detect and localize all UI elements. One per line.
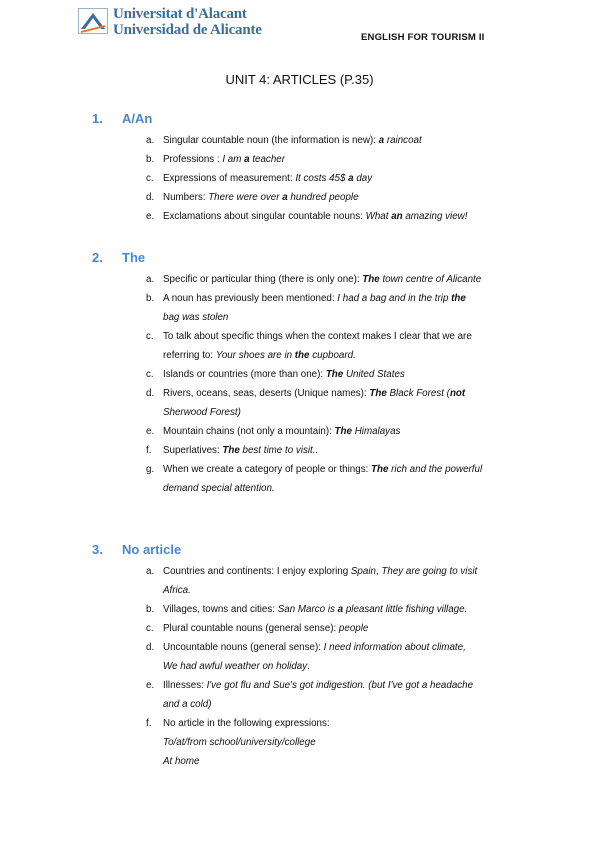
page-title: UNIT 4: ARTICLES (P.35) [225, 72, 374, 87]
university-logo-icon [78, 8, 108, 34]
rule-text: At home [163, 756, 200, 767]
rule-text: Plural countable nouns (general sense): [163, 623, 339, 634]
rule-text: To talk about specific things when the context makes I clear that we are [163, 331, 472, 342]
rule-text: Numbers: [163, 192, 209, 203]
rule-text: Spain [350, 566, 376, 577]
rule-line [163, 756, 200, 768]
rule-letter: b. [146, 154, 155, 165]
rule-text: The [371, 464, 389, 475]
rule-text: The [334, 426, 352, 437]
rule-line [163, 426, 400, 438]
rule-text: The [362, 274, 380, 285]
rule-text: Villages, towns and cities: [163, 604, 278, 615]
rule-text: a [337, 604, 344, 615]
rule-text: demand special attention. [163, 483, 275, 494]
rule-line [163, 154, 285, 166]
rule-line [163, 718, 330, 730]
course-title: ENGLISH FOR TOURISM II [361, 32, 485, 43]
rule-letter: d. [146, 192, 155, 203]
rule-text: United States [343, 369, 405, 380]
rule-letter: c. [146, 331, 154, 342]
rule-line [163, 623, 368, 635]
rule-letter: e. [146, 680, 155, 691]
rule-line [163, 312, 228, 324]
rule-text: The [369, 388, 387, 399]
rule-letter: c. [146, 623, 154, 634]
rule-letter: a. [146, 274, 155, 285]
rule-text: hundred people [287, 192, 359, 203]
rule-text: day [353, 173, 373, 184]
rule-line [163, 566, 477, 578]
rule-line [163, 274, 481, 286]
rule-text: When we create a category of people or things: [163, 464, 372, 475]
rule-text: . [307, 661, 310, 672]
rule-text: the [294, 350, 310, 361]
rule-text: cupboard. [309, 350, 356, 361]
rule-letter: f. [146, 445, 152, 456]
rule-text: Sherwood Forest) [163, 407, 241, 418]
rule-text: teacher [249, 154, 285, 165]
rule-text: town centre of Alicante [379, 274, 482, 285]
rule-line [163, 350, 356, 362]
rule-text: a [378, 135, 385, 146]
university-name-line: Universidad de Alicante [113, 22, 262, 38]
rule-text: best time to visit.. [239, 445, 319, 456]
rule-text: Countries and continents: I enjoy exploring [163, 566, 351, 577]
rule-line [163, 464, 482, 476]
rule-text: The [222, 445, 240, 456]
rule-letter: c. [146, 369, 154, 380]
rule-line [163, 211, 467, 223]
rule-line [163, 661, 310, 673]
rule-text: not [449, 388, 466, 399]
rule-text: Superlatives: [163, 445, 223, 456]
rule-line [163, 173, 372, 185]
rule-text: To/at/from school/university/college [163, 737, 316, 748]
rule-text: referring to: [163, 350, 216, 361]
rule-line [163, 407, 241, 419]
rule-text: I am [222, 154, 245, 165]
rule-line [163, 585, 191, 597]
section-number: 1. [92, 111, 103, 126]
rule-text: Mountain chains (not only a mountain): [163, 426, 335, 437]
rule-line [163, 483, 275, 495]
rule-text: I've got flu and Sue's got indigestion. (but I've got a headache [206, 680, 474, 691]
rule-letter: g. [146, 464, 155, 475]
rule-line [163, 445, 318, 457]
rule-text: an [391, 211, 403, 222]
rule-letter: d. [146, 388, 155, 399]
rule-text: I had a bag and in the trip [337, 293, 452, 304]
rule-text: rich and the powerful [388, 464, 483, 475]
rule-text: Illnesses: [163, 680, 207, 691]
rule-letter: b. [146, 604, 155, 615]
rule-text: Himalayas [351, 426, 401, 437]
rule-letter: d. [146, 642, 155, 653]
rule-letter: a. [146, 566, 155, 577]
section-title: A/An [122, 111, 153, 126]
rule-text: Islands or countries (more than one): [163, 369, 326, 380]
rule-text: The [325, 369, 344, 380]
section-number: 3. [92, 542, 103, 557]
rule-line [163, 680, 473, 692]
rule-text: Uncountable nouns (general sense): [163, 642, 324, 653]
rule-line [163, 331, 472, 343]
rule-text: San Marco is [277, 604, 338, 615]
rule-line [163, 369, 405, 381]
rule-text: Specific or particular thing (there is only one): [163, 274, 363, 285]
rule-letter: e. [146, 426, 155, 437]
rule-text: , [375, 566, 382, 577]
rule-line [163, 135, 422, 147]
rule-letter: c. [146, 173, 154, 184]
rule-line [163, 737, 316, 749]
rule-text: raincoat [384, 135, 422, 146]
rule-text: Exclamations about singular countable nouns: [163, 211, 366, 222]
rule-text: Professions : [163, 154, 223, 165]
rule-letter: b. [146, 293, 155, 304]
rule-letter: a. [146, 135, 155, 146]
rule-text: Your shoes are in [215, 350, 295, 361]
rule-letter: f. [146, 718, 152, 729]
rule-text: What [365, 211, 392, 222]
rule-text: It costs 45$ [295, 173, 349, 184]
rule-text: There were over [208, 192, 283, 203]
rule-text: Rivers, oceans, seas, deserts (Unique names): [163, 388, 370, 399]
rule-text: a [282, 192, 288, 203]
rule-text: a [244, 154, 250, 165]
section-number: 2. [92, 250, 103, 265]
rule-line [163, 192, 359, 204]
rule-text: bag was stolen [163, 312, 229, 323]
rule-line [163, 604, 467, 616]
rule-line [163, 388, 465, 400]
rule-text: Expressions of measurement: [163, 173, 296, 184]
rule-text: No article in the following expressions: [163, 718, 330, 729]
rule-text: We had awful weather on holiday [163, 661, 308, 672]
rule-text: I need information about climate, [323, 642, 466, 653]
rule-text: Singular countable noun (the information is new): [163, 135, 379, 146]
rule-text: the [451, 293, 466, 304]
rule-text: people [338, 623, 369, 634]
section-title: The [122, 250, 146, 265]
rule-text: a [348, 173, 354, 184]
university-name-line: Universitat d'Alacant [113, 6, 247, 22]
university-name [113, 6, 262, 38]
section-title: No article [122, 542, 182, 557]
rule-text: A noun has previously been mentioned: [163, 293, 338, 304]
rule-line [163, 293, 466, 305]
rule-letter: e. [146, 211, 155, 222]
rule-text: pleasant little fishing village. [343, 604, 468, 615]
rule-text: and a cold) [163, 699, 212, 710]
rule-text: Africa. [163, 585, 191, 596]
rule-text: They are going to visit [381, 566, 478, 577]
rule-text: amazing view! [402, 211, 468, 222]
rule-text: Black Forest ( [386, 388, 450, 399]
rule-line [163, 642, 466, 654]
rule-line [163, 699, 211, 711]
